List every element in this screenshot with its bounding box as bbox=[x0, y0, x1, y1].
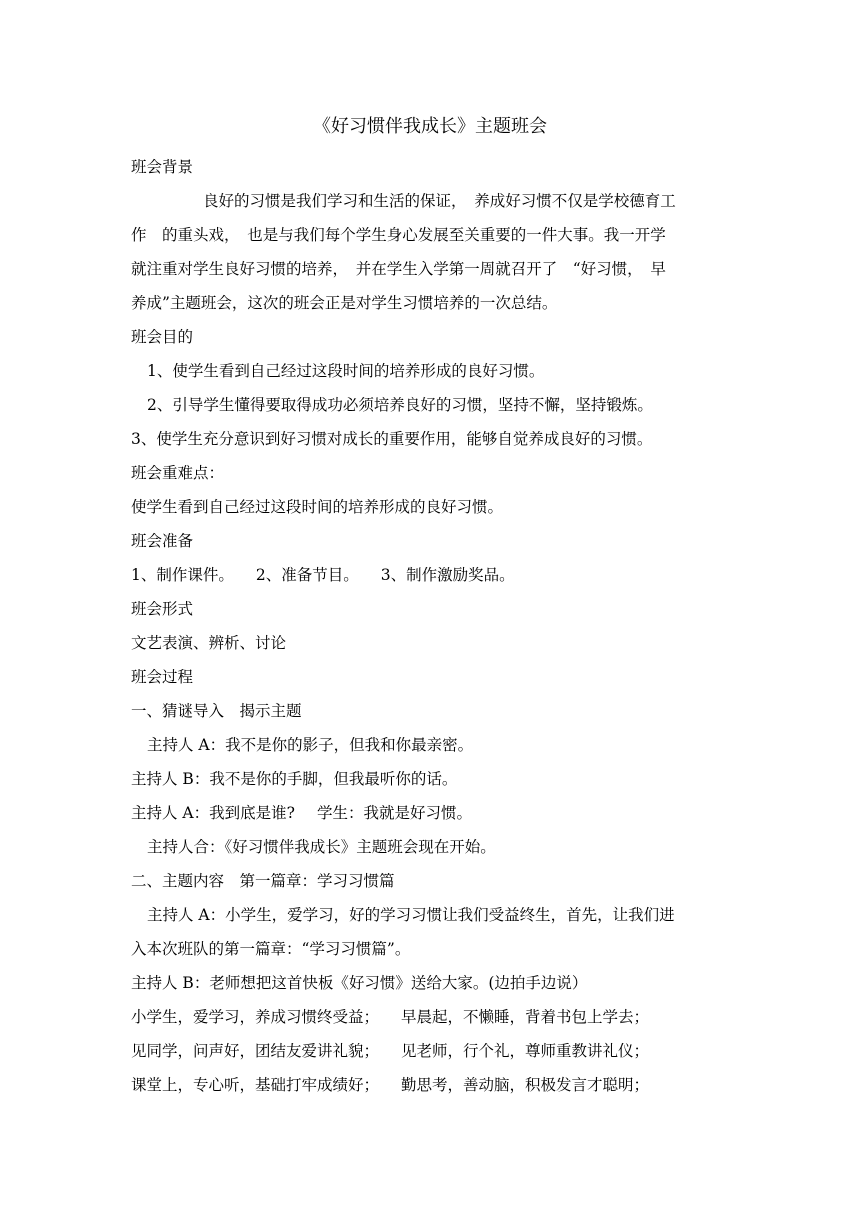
background-paragraph-line-3: 就注重对学生良好习惯的培养， 并在学生入学第一周就召开了 “好习惯， 早 bbox=[131, 260, 666, 278]
host-a-student-line bbox=[131, 796, 731, 830]
host-b-line-1: 主持人 B：我不是你的手脚，但我最听你的话。 bbox=[131, 770, 458, 788]
verse-3a: 课堂上，专心听，基础打牢成绩好； bbox=[131, 1076, 380, 1094]
verse-2b: 见老师，行个礼，尊师重教讲礼仪； bbox=[401, 1042, 650, 1060]
host-b-line-2: 主持人 B：老师想把这首快板《好习惯》送给大家。(边拍手边说） bbox=[131, 974, 588, 992]
preparation-item-1: 1、制作课件。 bbox=[131, 566, 234, 584]
background-paragraph-line-1: 良好的习惯是我们学习和生活的保证， 养成好习惯不仅是学校德育工 bbox=[203, 192, 676, 210]
host-a-line-2: 主持人 A：我到底是谁? bbox=[131, 804, 295, 822]
document-title: 《好习惯伴我成长》主题班会 bbox=[313, 116, 547, 137]
goals-heading: 班会目的 bbox=[131, 328, 194, 346]
form-heading: 班会形式 bbox=[131, 600, 194, 618]
process-heading: 班会过程 bbox=[131, 668, 194, 686]
preparation-heading: 班会准备 bbox=[131, 532, 194, 550]
goal-item-2: 2、引导学生懂得要取得成功必须培养良好的习惯，坚持不懈，坚持锻炼。 bbox=[147, 396, 653, 414]
verse-row-1 bbox=[131, 1000, 731, 1034]
form-text: 文艺表演、辨析、讨论 bbox=[131, 634, 287, 652]
preparation-item-2: 2、准备节目。 bbox=[255, 566, 359, 584]
document-body bbox=[131, 150, 731, 1102]
preparation-items bbox=[131, 558, 731, 592]
host-a-line-3-part-1: 主持人 A：小学生，爱学习，好的学习习惯让我们受益终生，首先，让我们进 bbox=[147, 906, 675, 924]
verse-3b: 勤思考，善动脑，积极发言才聪明； bbox=[401, 1076, 650, 1094]
preparation-item-3: 3、制作激励奖品。 bbox=[380, 566, 515, 584]
host-a-line-1: 主持人 A：我不是你的影子，但我和你最亲密。 bbox=[147, 736, 474, 754]
goal-item-1: 1、使学生看到自己经过这段时间的培养形成的良好习惯。 bbox=[147, 362, 545, 380]
student-line-1: 学生：我就是好习惯。 bbox=[316, 804, 472, 822]
background-paragraph-line-2: 作 的重头戏， 也是与我们每个学生身心发展至关重要的一件大事。我一开学 bbox=[131, 226, 666, 244]
key-points-heading: 班会重难点： bbox=[131, 464, 225, 482]
key-points-text: 使学生看到自己经过这段时间的培养形成的良好习惯。 bbox=[131, 498, 504, 516]
verse-1a: 小学生，爱学习，养成习惯终受益； bbox=[131, 1008, 380, 1026]
verse-row-3 bbox=[131, 1068, 731, 1102]
verse-2a: 见同学，问声好，团结友爱讲礼貌； bbox=[131, 1042, 380, 1060]
step-2-heading: 二、主题内容 第一篇章：学习习惯篇 bbox=[131, 872, 395, 890]
host-all-line: 主持人合：《好习惯伴我成长》主题班会现在开始。 bbox=[147, 838, 496, 856]
host-a-line-3-part-2: 入本次班队的第一篇章：“学习习惯篇”。 bbox=[131, 940, 411, 958]
step-1-heading: 一、猜谜导入 揭示主题 bbox=[131, 702, 302, 720]
background-heading: 班会背景 bbox=[131, 158, 194, 176]
verse-row-2 bbox=[131, 1034, 731, 1068]
background-paragraph-line-4: 养成”主题班会，这次的班会正是对学生习惯培养的一次总结。 bbox=[131, 294, 558, 312]
verse-1b: 早晨起，不懒睡，背着书包上学去； bbox=[401, 1008, 650, 1026]
goal-item-3: 3、使学生充分意识到好习惯对成长的重要作用，能够自觉养成良好的习惯。 bbox=[131, 430, 653, 448]
